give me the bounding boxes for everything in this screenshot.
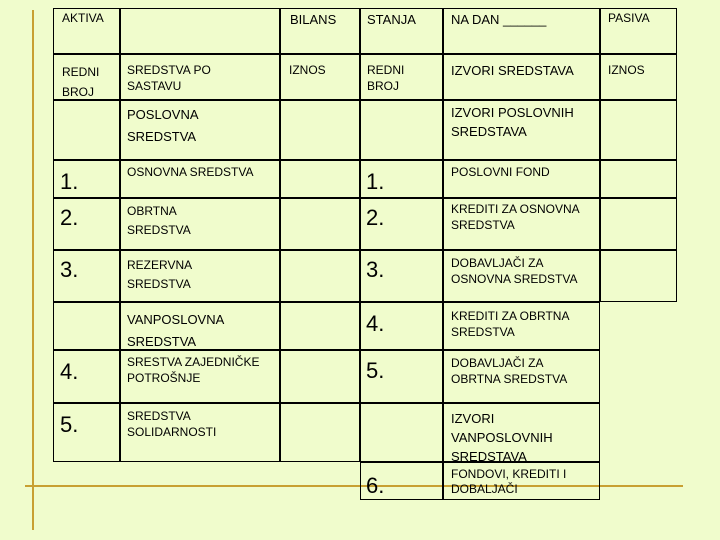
pasiva-row-number: 5.: [366, 358, 385, 383]
aktiva-row-label: SREDSTVA SOLIDARNOSTI: [127, 409, 217, 439]
pasiva-row-number: 1.: [366, 169, 385, 194]
table-cell: [280, 250, 360, 302]
aktiva-row-number: 5.: [60, 412, 79, 437]
table-cell: [280, 302, 360, 350]
iznos-left-label: IZNOS: [289, 63, 326, 77]
aktiva-row-label: REZERVNA SREDSTVA: [127, 258, 193, 291]
sredstva-po-sastavu-label: SREDSTVA PO SASTAVU: [127, 63, 211, 93]
aktiva-row-number: 1.: [60, 169, 79, 194]
table-cell: [360, 403, 443, 462]
table-cell: [53, 302, 120, 350]
redni-broj-right-label: REDNI BROJ: [367, 63, 405, 93]
pasiva-row-number: 2.: [366, 205, 385, 230]
aktiva-row-number: 2.: [60, 205, 79, 230]
table-cell: [600, 160, 677, 198]
decor-line-top: [32, 10, 34, 530]
table-cell: [120, 8, 280, 54]
table-cell: [600, 198, 677, 250]
redni-broj-left-label: REDNI BROJ: [62, 65, 100, 99]
table-cell: [600, 250, 677, 302]
aktiva-row-label: OSNOVNA SREDSTVA: [127, 165, 254, 179]
table-cell: [600, 100, 677, 160]
aktiva-row-label: OBRTNA SREDSTVA: [127, 204, 191, 237]
stanja-label: STANJA: [367, 12, 416, 27]
iznos-right-label: IZNOS: [608, 63, 645, 77]
pasiva-row-label: KREDITI ZA OSNOVNA SREDSTVA: [451, 202, 580, 232]
pasiva-label: PASIVA: [608, 11, 650, 25]
aktiva-label: AKTIVA: [62, 11, 104, 25]
table-cell: [280, 198, 360, 250]
table-cell: [280, 160, 360, 198]
vanposlovna-sredstva-heading: VANPOSLOVNA SREDSTVA: [127, 312, 225, 349]
aktiva-row-number: 3.: [60, 257, 79, 282]
pasiva-row-label: DOBAVLJAČI ZA OSNOVNA SREDSTVA: [451, 256, 578, 286]
table-cell: [280, 350, 360, 403]
na-dan-label: NA DAN ______: [451, 12, 547, 27]
izvori-vanposlovnih-sredstava-heading: IZVORI VANPOSLOVNIH SREDSTAVA: [451, 411, 553, 464]
izvori-sredstava-label: IZVORI SREDSTAVA: [451, 63, 574, 78]
pasiva-row-number: 4.: [366, 311, 385, 336]
pasiva-row-label: FONDOVI, KREDITI I DOBALJAČI: [451, 467, 567, 496]
table-cell: [280, 100, 360, 160]
table-cell: [280, 403, 360, 462]
pasiva-row-label: KREDITI ZA OBRTNA SREDSTVA: [451, 309, 570, 339]
poslovna-sredstva-heading: POSLOVNA SREDSTVA: [127, 107, 199, 144]
pasiva-row-number: 6.: [366, 473, 385, 498]
pasiva-row-label: DOBAVLJAČI ZA OBRTNA SREDSTVA: [451, 356, 568, 386]
bilans-label: BILANS: [290, 12, 337, 27]
aktiva-row-number: 4.: [60, 359, 79, 384]
izvori-poslovnih-sredstava-heading: IZVORI POSLOVNIH SREDSTAVA: [451, 105, 574, 139]
pasiva-row-label: POSLOVNI FOND: [451, 165, 550, 179]
aktiva-row-label: SRESTVA ZAJEDNIČKE POTROŠNJE: [127, 355, 260, 385]
table-cell: [53, 100, 120, 160]
pasiva-row-number: 3.: [366, 257, 385, 282]
table-cell: [360, 100, 443, 160]
